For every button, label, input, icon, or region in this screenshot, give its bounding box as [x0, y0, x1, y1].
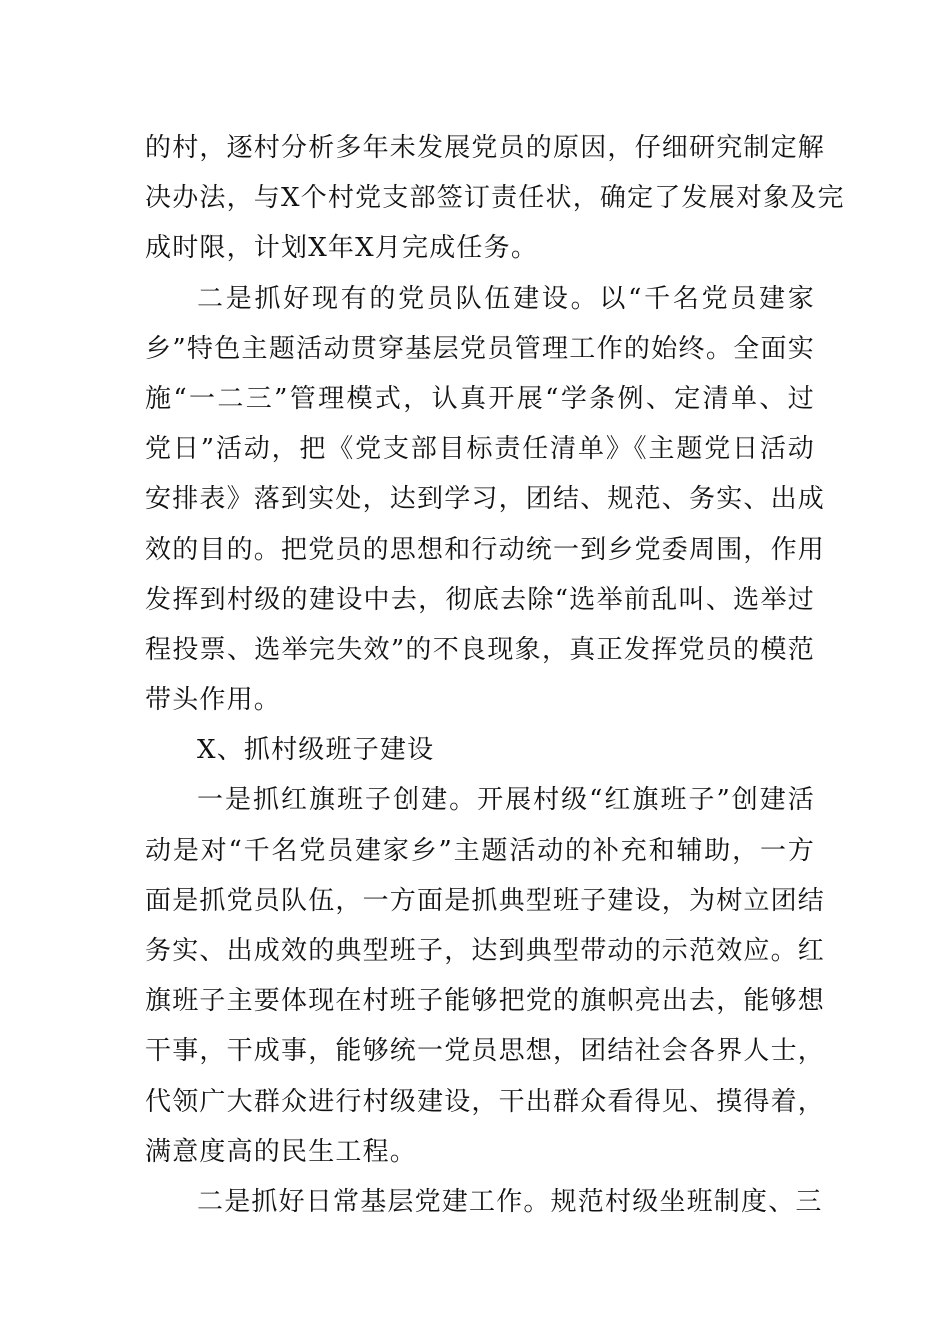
- document-body: [145, 123, 845, 1227]
- text-line: 一是抓红旗班子创建。开展村级“红旗班子”创建活: [197, 785, 815, 816]
- text-line: 带头作用。: [145, 685, 282, 716]
- text-line: 动是对“千名党员建家乡”主题活动的补充和辅助，一方: [145, 835, 815, 866]
- text-line: 面是抓党员队伍，一方面是抓典型班子建设，为树立团结: [145, 885, 826, 916]
- text-line: 乡”特色主题活动贯穿基层党员管理工作的始终。全面实: [145, 333, 815, 364]
- text-line: 安排表》落到实处，达到学习，团结、规范、务实、出成: [145, 484, 826, 515]
- text-line: 效的目的。把党员的思想和行动统一到乡党委周围，作用: [145, 534, 826, 565]
- text-line: 满意度高的民生工程。: [145, 1136, 418, 1167]
- text-line: 代领广大群众进行村级建设，干出群众看得见、摸得着，: [145, 1086, 826, 1117]
- text-line: 务实、出成效的典型班子，达到典型带动的示范效应。红: [145, 936, 826, 966]
- text-line: 干事，干成事，能够统一党员思想，团结社会各界人士，: [145, 1036, 826, 1067]
- text-line: X、抓村级班子建设: [197, 735, 435, 766]
- text-line: 发挥到村级的建设中去，彻底去除“选举前乱叫、选举过: [145, 584, 815, 615]
- text-line: 二是抓好现有的党员队伍建设。以“千名党员建家: [197, 283, 815, 314]
- text-line: 成时限，计划X年X月完成任务。: [145, 233, 539, 264]
- text-line: 施“一二三”管理模式，认真开展“学条例、定清单、过: [145, 383, 815, 414]
- text-line: 党日”活动，把《党支部目标责任清单》《主题党日活动: [145, 434, 815, 465]
- text-line: 的村，逐村分析多年未发展党员的原因，仔细研究制定解: [145, 133, 826, 163]
- text-line: 旗班子主要体现在村班子能够把党的旗帜亮出去，能够想: [145, 986, 826, 1017]
- text-line: 二是抓好日常基层党建工作。规范村级坐班制度、三: [197, 1186, 823, 1217]
- text-line: 程投票、选举完失效”的不良现象，真正发挥党员的模范: [145, 634, 815, 665]
- text-line: 决办法，与X个村党支部签订责任状，确定了发展对象及完: [145, 183, 845, 214]
